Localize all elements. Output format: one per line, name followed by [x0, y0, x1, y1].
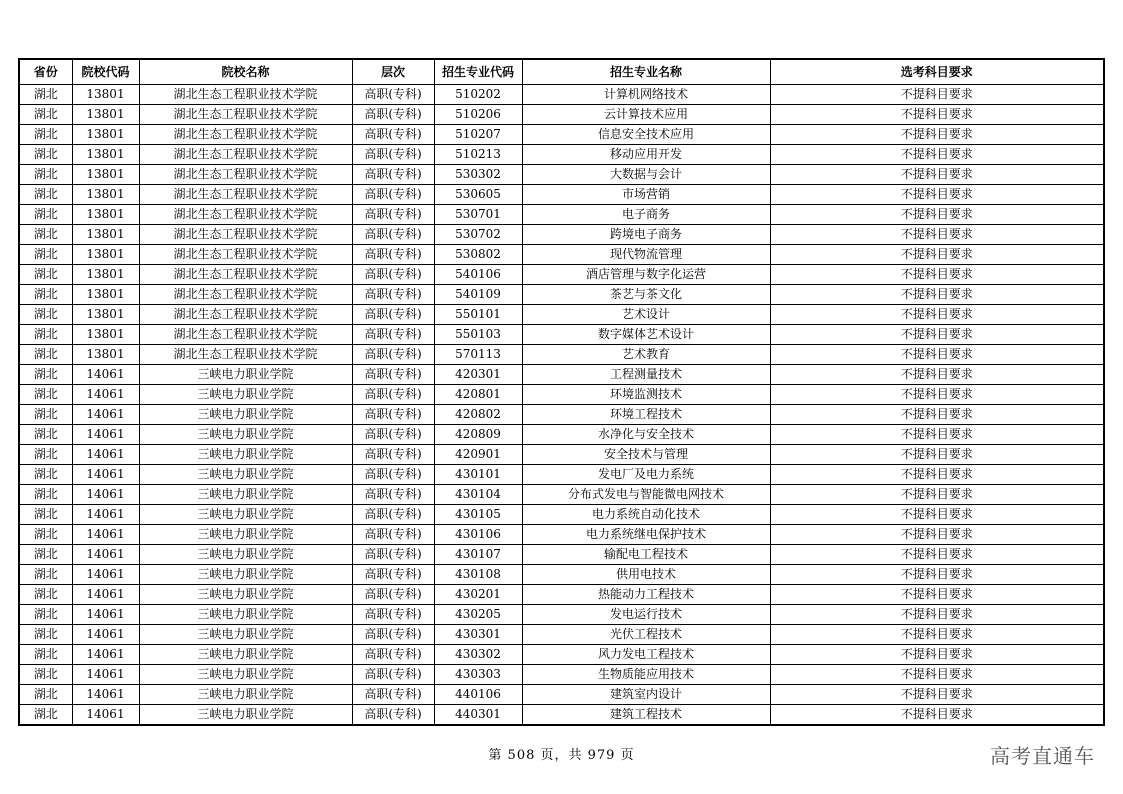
cell-school-code: 13801	[72, 165, 139, 185]
cell-major-code: 430106	[434, 525, 522, 545]
table-row	[19, 305, 1104, 325]
cell-province: 湖北	[19, 125, 72, 145]
cell-school-code: 13801	[72, 285, 139, 305]
cell-major-name: 信息安全技术应用	[522, 125, 770, 145]
cell-major-code: 530701	[434, 205, 522, 225]
cell-province: 湖北	[19, 345, 72, 365]
cell-major-code: 510206	[434, 105, 522, 125]
cell-subject-requirement: 不提科目要求	[770, 625, 1104, 645]
cell-major-name: 计算机网络技术	[522, 85, 770, 105]
cell-province: 湖北	[19, 225, 72, 245]
cell-major-code: 420801	[434, 385, 522, 405]
cell-major-code: 540106	[434, 265, 522, 285]
cell-school-name: 三峡电力职业学院	[139, 365, 352, 385]
table-row	[19, 485, 1104, 505]
table-row	[19, 525, 1104, 545]
cell-school-name: 湖北生态工程职业技术学院	[139, 105, 352, 125]
table-row	[19, 105, 1104, 125]
cell-subject-requirement: 不提科目要求	[770, 185, 1104, 205]
table-row	[19, 225, 1104, 245]
cell-level: 高职(专科)	[352, 445, 434, 465]
cell-school-name: 湖北生态工程职业技术学院	[139, 225, 352, 245]
table-row	[19, 465, 1104, 485]
cell-subject-requirement: 不提科目要求	[770, 445, 1104, 465]
cell-major-name: 电力系统自动化技术	[522, 505, 770, 525]
cell-major-code: 530302	[434, 165, 522, 185]
cell-major-code: 530702	[434, 225, 522, 245]
cell-province: 湖北	[19, 425, 72, 445]
cell-school-code: 14061	[72, 665, 139, 685]
cell-major-name: 云计算技术应用	[522, 105, 770, 125]
cell-major-name: 移动应用开发	[522, 145, 770, 165]
cell-major-name: 发电厂及电力系统	[522, 465, 770, 485]
cell-level: 高职(专科)	[352, 205, 434, 225]
cell-subject-requirement: 不提科目要求	[770, 85, 1104, 105]
table-row	[19, 625, 1104, 645]
cell-level: 高职(专科)	[352, 325, 434, 345]
cell-school-code: 13801	[72, 225, 139, 245]
cell-major-name: 供用电技术	[522, 565, 770, 585]
cell-school-code: 14061	[72, 585, 139, 605]
table-row	[19, 385, 1104, 405]
cell-school-name: 湖北生态工程职业技术学院	[139, 85, 352, 105]
cell-level: 高职(专科)	[352, 85, 434, 105]
cell-level: 高职(专科)	[352, 565, 434, 585]
table-row	[19, 685, 1104, 705]
cell-subject-requirement: 不提科目要求	[770, 325, 1104, 345]
table-row	[19, 265, 1104, 285]
cell-school-name: 三峡电力职业学院	[139, 605, 352, 625]
cell-major-code: 530605	[434, 185, 522, 205]
cell-level: 高职(专科)	[352, 185, 434, 205]
cell-major-code: 550103	[434, 325, 522, 345]
cell-subject-requirement: 不提科目要求	[770, 645, 1104, 665]
cell-subject-requirement: 不提科目要求	[770, 465, 1104, 485]
cell-subject-requirement: 不提科目要求	[770, 265, 1104, 285]
cell-subject-requirement: 不提科目要求	[770, 565, 1104, 585]
cell-major-name: 数字媒体艺术设计	[522, 325, 770, 345]
cell-subject-requirement: 不提科目要求	[770, 405, 1104, 425]
cell-major-code: 440301	[434, 705, 522, 726]
cell-subject-requirement: 不提科目要求	[770, 305, 1104, 325]
cell-school-name: 三峡电力职业学院	[139, 525, 352, 545]
cell-school-code: 13801	[72, 105, 139, 125]
cell-major-code: 570113	[434, 345, 522, 365]
cell-level: 高职(专科)	[352, 265, 434, 285]
cell-province: 湖北	[19, 365, 72, 385]
cell-school-code: 14061	[72, 465, 139, 485]
cell-province: 湖北	[19, 265, 72, 285]
cell-school-name: 湖北生态工程职业技术学院	[139, 345, 352, 365]
col-header-school-code: 院校代码	[72, 59, 139, 85]
col-header-major-name: 招生专业名称	[522, 59, 770, 85]
cell-school-code: 14061	[72, 565, 139, 585]
cell-major-name: 输配电工程技术	[522, 545, 770, 565]
cell-school-code: 13801	[72, 265, 139, 285]
cell-subject-requirement: 不提科目要求	[770, 345, 1104, 365]
cell-major-name: 生物质能应用技术	[522, 665, 770, 685]
cell-school-code: 13801	[72, 185, 139, 205]
cell-province: 湖北	[19, 465, 72, 485]
cell-major-code: 550101	[434, 305, 522, 325]
cell-major-name: 分布式发电与智能微电网技术	[522, 485, 770, 505]
cell-major-name: 建筑工程技术	[522, 705, 770, 726]
table-row	[19, 365, 1104, 385]
cell-level: 高职(专科)	[352, 105, 434, 125]
cell-subject-requirement: 不提科目要求	[770, 165, 1104, 185]
cell-province: 湖北	[19, 165, 72, 185]
col-header-major-code: 招生专业代码	[434, 59, 522, 85]
table-row	[19, 145, 1104, 165]
cell-major-code: 430104	[434, 485, 522, 505]
cell-major-name: 环境工程技术	[522, 405, 770, 425]
cell-province: 湖北	[19, 145, 72, 165]
table-row	[19, 345, 1104, 365]
table-row	[19, 505, 1104, 525]
cell-major-name: 跨境电子商务	[522, 225, 770, 245]
watermark: 高考直通车	[990, 744, 1095, 768]
table-row	[19, 705, 1104, 726]
admissions-table	[18, 58, 1105, 726]
cell-level: 高职(专科)	[352, 365, 434, 385]
cell-school-name: 湖北生态工程职业技术学院	[139, 145, 352, 165]
cell-province: 湖北	[19, 585, 72, 605]
col-header-level: 层次	[352, 59, 434, 85]
cell-province: 湖北	[19, 245, 72, 265]
table-row	[19, 165, 1104, 185]
table-row	[19, 125, 1104, 145]
cell-province: 湖北	[19, 705, 72, 726]
cell-province: 湖北	[19, 85, 72, 105]
cell-subject-requirement: 不提科目要求	[770, 665, 1104, 685]
cell-major-code: 440106	[434, 685, 522, 705]
cell-subject-requirement: 不提科目要求	[770, 585, 1104, 605]
cell-subject-requirement: 不提科目要求	[770, 425, 1104, 445]
cell-school-code: 14061	[72, 405, 139, 425]
cell-school-name: 三峡电力职业学院	[139, 565, 352, 585]
cell-major-code: 510207	[434, 125, 522, 145]
cell-level: 高职(专科)	[352, 605, 434, 625]
cell-school-name: 三峡电力职业学院	[139, 645, 352, 665]
cell-major-name: 安全技术与管理	[522, 445, 770, 465]
cell-school-name: 湖北生态工程职业技术学院	[139, 305, 352, 325]
cell-school-name: 三峡电力职业学院	[139, 545, 352, 565]
table-row	[19, 285, 1104, 305]
cell-province: 湖北	[19, 665, 72, 685]
cell-province: 湖北	[19, 185, 72, 205]
cell-school-name: 三峡电力职业学院	[139, 585, 352, 605]
cell-level: 高职(专科)	[352, 285, 434, 305]
cell-subject-requirement: 不提科目要求	[770, 525, 1104, 545]
cell-school-name: 三峡电力职业学院	[139, 625, 352, 645]
table-row	[19, 445, 1104, 465]
cell-level: 高职(专科)	[352, 345, 434, 365]
cell-major-code: 430101	[434, 465, 522, 485]
cell-school-code: 14061	[72, 525, 139, 545]
cell-level: 高职(专科)	[352, 145, 434, 165]
table-row	[19, 425, 1104, 445]
cell-major-name: 风力发电工程技术	[522, 645, 770, 665]
cell-level: 高职(专科)	[352, 685, 434, 705]
cell-province: 湖北	[19, 105, 72, 125]
cell-school-name: 三峡电力职业学院	[139, 445, 352, 465]
cell-major-name: 大数据与会计	[522, 165, 770, 185]
table-row	[19, 585, 1104, 605]
cell-province: 湖北	[19, 205, 72, 225]
cell-province: 湖北	[19, 645, 72, 665]
cell-school-code: 14061	[72, 605, 139, 625]
cell-level: 高职(专科)	[352, 305, 434, 325]
cell-level: 高职(专科)	[352, 485, 434, 505]
cell-school-name: 湖北生态工程职业技术学院	[139, 265, 352, 285]
table-row	[19, 405, 1104, 425]
cell-school-code: 14061	[72, 505, 139, 525]
cell-major-code: 540109	[434, 285, 522, 305]
cell-province: 湖北	[19, 505, 72, 525]
cell-school-code: 14061	[72, 645, 139, 665]
cell-major-name: 环境监测技术	[522, 385, 770, 405]
cell-school-name: 三峡电力职业学院	[139, 485, 352, 505]
cell-school-code: 14061	[72, 425, 139, 445]
cell-province: 湖北	[19, 625, 72, 645]
cell-major-code: 420301	[434, 365, 522, 385]
cell-school-name: 湖北生态工程职业技术学院	[139, 125, 352, 145]
cell-province: 湖北	[19, 445, 72, 465]
cell-school-name: 三峡电力职业学院	[139, 465, 352, 485]
cell-subject-requirement: 不提科目要求	[770, 245, 1104, 265]
cell-major-code: 420809	[434, 425, 522, 445]
cell-major-name: 工程测量技术	[522, 365, 770, 385]
cell-school-name: 三峡电力职业学院	[139, 425, 352, 445]
cell-major-name: 酒店管理与数字化运营	[522, 265, 770, 285]
cell-school-code: 13801	[72, 145, 139, 165]
cell-major-code: 430105	[434, 505, 522, 525]
cell-major-name: 光伏工程技术	[522, 625, 770, 645]
cell-level: 高职(专科)	[352, 665, 434, 685]
cell-major-code: 530802	[434, 245, 522, 265]
cell-major-name: 热能动力工程技术	[522, 585, 770, 605]
cell-major-code: 430205	[434, 605, 522, 625]
cell-school-code: 14061	[72, 365, 139, 385]
cell-subject-requirement: 不提科目要求	[770, 205, 1104, 225]
cell-major-code: 430108	[434, 565, 522, 585]
cell-province: 湖北	[19, 285, 72, 305]
cell-major-name: 发电运行技术	[522, 605, 770, 625]
cell-major-name: 现代物流管理	[522, 245, 770, 265]
table-row	[19, 665, 1104, 685]
cell-major-name: 艺术设计	[522, 305, 770, 325]
cell-province: 湖北	[19, 325, 72, 345]
cell-major-code: 510213	[434, 145, 522, 165]
cell-subject-requirement: 不提科目要求	[770, 705, 1104, 726]
cell-level: 高职(专科)	[352, 525, 434, 545]
table-row	[19, 325, 1104, 345]
table-row	[19, 245, 1104, 265]
cell-major-name: 茶艺与茶文化	[522, 285, 770, 305]
cell-subject-requirement: 不提科目要求	[770, 145, 1104, 165]
cell-school-name: 三峡电力职业学院	[139, 385, 352, 405]
cell-subject-requirement: 不提科目要求	[770, 385, 1104, 405]
cell-level: 高职(专科)	[352, 245, 434, 265]
cell-school-name: 湖北生态工程职业技术学院	[139, 205, 352, 225]
cell-school-name: 湖北生态工程职业技术学院	[139, 185, 352, 205]
cell-major-name: 水净化与安全技术	[522, 425, 770, 445]
cell-province: 湖北	[19, 485, 72, 505]
table-row	[19, 645, 1104, 665]
cell-major-name: 建筑室内设计	[522, 685, 770, 705]
table-row	[19, 185, 1104, 205]
cell-subject-requirement: 不提科目要求	[770, 225, 1104, 245]
cell-province: 湖北	[19, 545, 72, 565]
cell-subject-requirement: 不提科目要求	[770, 105, 1104, 125]
col-header-subject-requirement: 选考科目要求	[770, 59, 1104, 85]
cell-school-name: 湖北生态工程职业技术学院	[139, 325, 352, 345]
cell-major-name: 艺术教育	[522, 345, 770, 365]
cell-level: 高职(专科)	[352, 505, 434, 525]
cell-province: 湖北	[19, 565, 72, 585]
cell-province: 湖北	[19, 405, 72, 425]
table-row	[19, 545, 1104, 565]
cell-subject-requirement: 不提科目要求	[770, 365, 1104, 385]
table-row	[19, 605, 1104, 625]
cell-school-name: 湖北生态工程职业技术学院	[139, 245, 352, 265]
cell-school-code: 14061	[72, 685, 139, 705]
cell-subject-requirement: 不提科目要求	[770, 285, 1104, 305]
cell-subject-requirement: 不提科目要求	[770, 605, 1104, 625]
cell-major-code: 430301	[434, 625, 522, 645]
col-header-province: 省份	[19, 59, 72, 85]
cell-major-name: 电子商务	[522, 205, 770, 225]
cell-province: 湖北	[19, 685, 72, 705]
table-row	[19, 205, 1104, 225]
cell-level: 高职(专科)	[352, 705, 434, 726]
cell-major-code: 430107	[434, 545, 522, 565]
cell-school-code: 13801	[72, 205, 139, 225]
cell-school-name: 三峡电力职业学院	[139, 665, 352, 685]
cell-major-code: 510202	[434, 85, 522, 105]
cell-major-code: 420802	[434, 405, 522, 425]
table-row	[19, 565, 1104, 585]
cell-major-code: 420901	[434, 445, 522, 465]
cell-level: 高职(专科)	[352, 645, 434, 665]
cell-school-code: 13801	[72, 245, 139, 265]
cell-school-code: 13801	[72, 85, 139, 105]
cell-level: 高职(专科)	[352, 165, 434, 185]
cell-subject-requirement: 不提科目要求	[770, 505, 1104, 525]
page-footer: 第 508 页，共 979 页	[488, 748, 635, 763]
cell-level: 高职(专科)	[352, 225, 434, 245]
cell-school-code: 14061	[72, 705, 139, 726]
cell-level: 高职(专科)	[352, 465, 434, 485]
cell-province: 湖北	[19, 605, 72, 625]
cell-school-code: 13801	[72, 305, 139, 325]
table-row	[19, 85, 1104, 105]
cell-subject-requirement: 不提科目要求	[770, 125, 1104, 145]
cell-level: 高职(专科)	[352, 125, 434, 145]
cell-subject-requirement: 不提科目要求	[770, 545, 1104, 565]
cell-school-code: 13801	[72, 325, 139, 345]
cell-major-code: 430303	[434, 665, 522, 685]
cell-school-name: 三峡电力职业学院	[139, 505, 352, 525]
cell-school-code: 13801	[72, 345, 139, 365]
table-header-row	[19, 59, 1104, 85]
cell-school-code: 14061	[72, 485, 139, 505]
cell-level: 高职(专科)	[352, 585, 434, 605]
cell-subject-requirement: 不提科目要求	[770, 685, 1104, 705]
cell-level: 高职(专科)	[352, 545, 434, 565]
cell-school-name: 湖北生态工程职业技术学院	[139, 165, 352, 185]
cell-major-code: 430302	[434, 645, 522, 665]
cell-school-code: 14061	[72, 385, 139, 405]
cell-school-name: 三峡电力职业学院	[139, 705, 352, 726]
cell-province: 湖北	[19, 305, 72, 325]
cell-province: 湖北	[19, 525, 72, 545]
cell-level: 高职(专科)	[352, 405, 434, 425]
cell-province: 湖北	[19, 385, 72, 405]
cell-major-code: 430201	[434, 585, 522, 605]
cell-level: 高职(专科)	[352, 385, 434, 405]
cell-school-code: 13801	[72, 125, 139, 145]
cell-major-name: 电力系统继电保护技术	[522, 525, 770, 545]
cell-level: 高职(专科)	[352, 625, 434, 645]
cell-subject-requirement: 不提科目要求	[770, 485, 1104, 505]
cell-school-name: 三峡电力职业学院	[139, 405, 352, 425]
table-body	[19, 85, 1104, 726]
cell-level: 高职(专科)	[352, 425, 434, 445]
cell-school-code: 14061	[72, 625, 139, 645]
cell-school-code: 14061	[72, 545, 139, 565]
col-header-school-name: 院校名称	[139, 59, 352, 85]
cell-major-name: 市场营销	[522, 185, 770, 205]
cell-school-name: 湖北生态工程职业技术学院	[139, 285, 352, 305]
cell-school-name: 三峡电力职业学院	[139, 685, 352, 705]
cell-school-code: 14061	[72, 445, 139, 465]
